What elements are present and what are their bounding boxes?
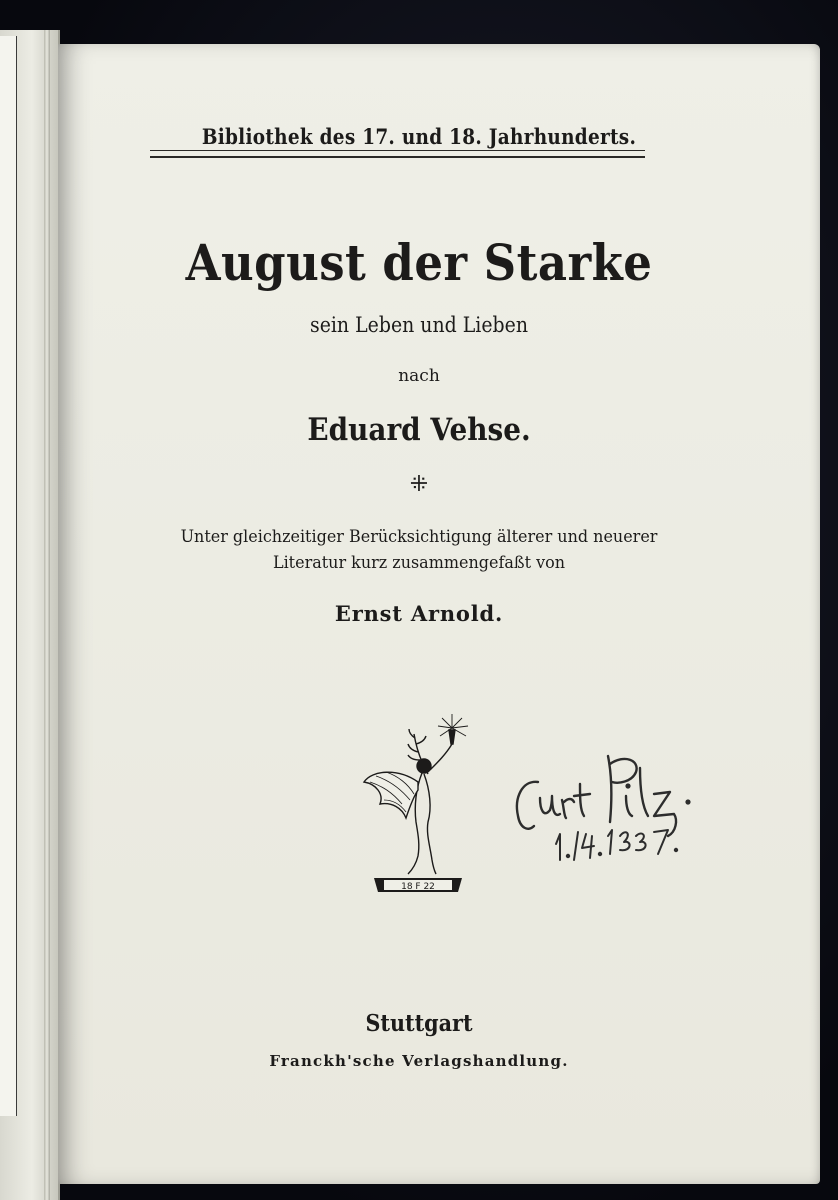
series-title: Bibliothek des 17. und 18. Jahrhunderts. <box>201 124 637 149</box>
imprint-place: Stuttgart <box>365 1010 473 1037</box>
editorial-note-line-1: Unter gleichzeitiger Berücksichtigung älterer und neuerer <box>180 527 658 547</box>
device-year-label: 18 F 22 <box>401 882 435 892</box>
publisher-device-icon <box>358 710 478 900</box>
asterism-ornament: ⁜ <box>409 472 429 497</box>
handwritten-signature <box>508 736 718 876</box>
editorial-note <box>25 524 813 576</box>
author-name: Eduard Vehse. <box>307 412 531 448</box>
imprint-publisher: Franckh'sche Verlagshandlung. <box>269 1052 569 1070</box>
nach-label: nach <box>398 366 440 386</box>
editor-name: Ernst Arnold. <box>334 601 504 626</box>
book-title: August der Starke <box>185 233 653 292</box>
cover-board-edge <box>0 36 17 1116</box>
book-subtitle: sein Leben und Lieben <box>310 313 528 337</box>
device-plinth <box>374 878 462 892</box>
editorial-note-line-2: Literatur kurz zusammengefaßt von <box>272 553 566 573</box>
series-rule <box>150 150 645 158</box>
